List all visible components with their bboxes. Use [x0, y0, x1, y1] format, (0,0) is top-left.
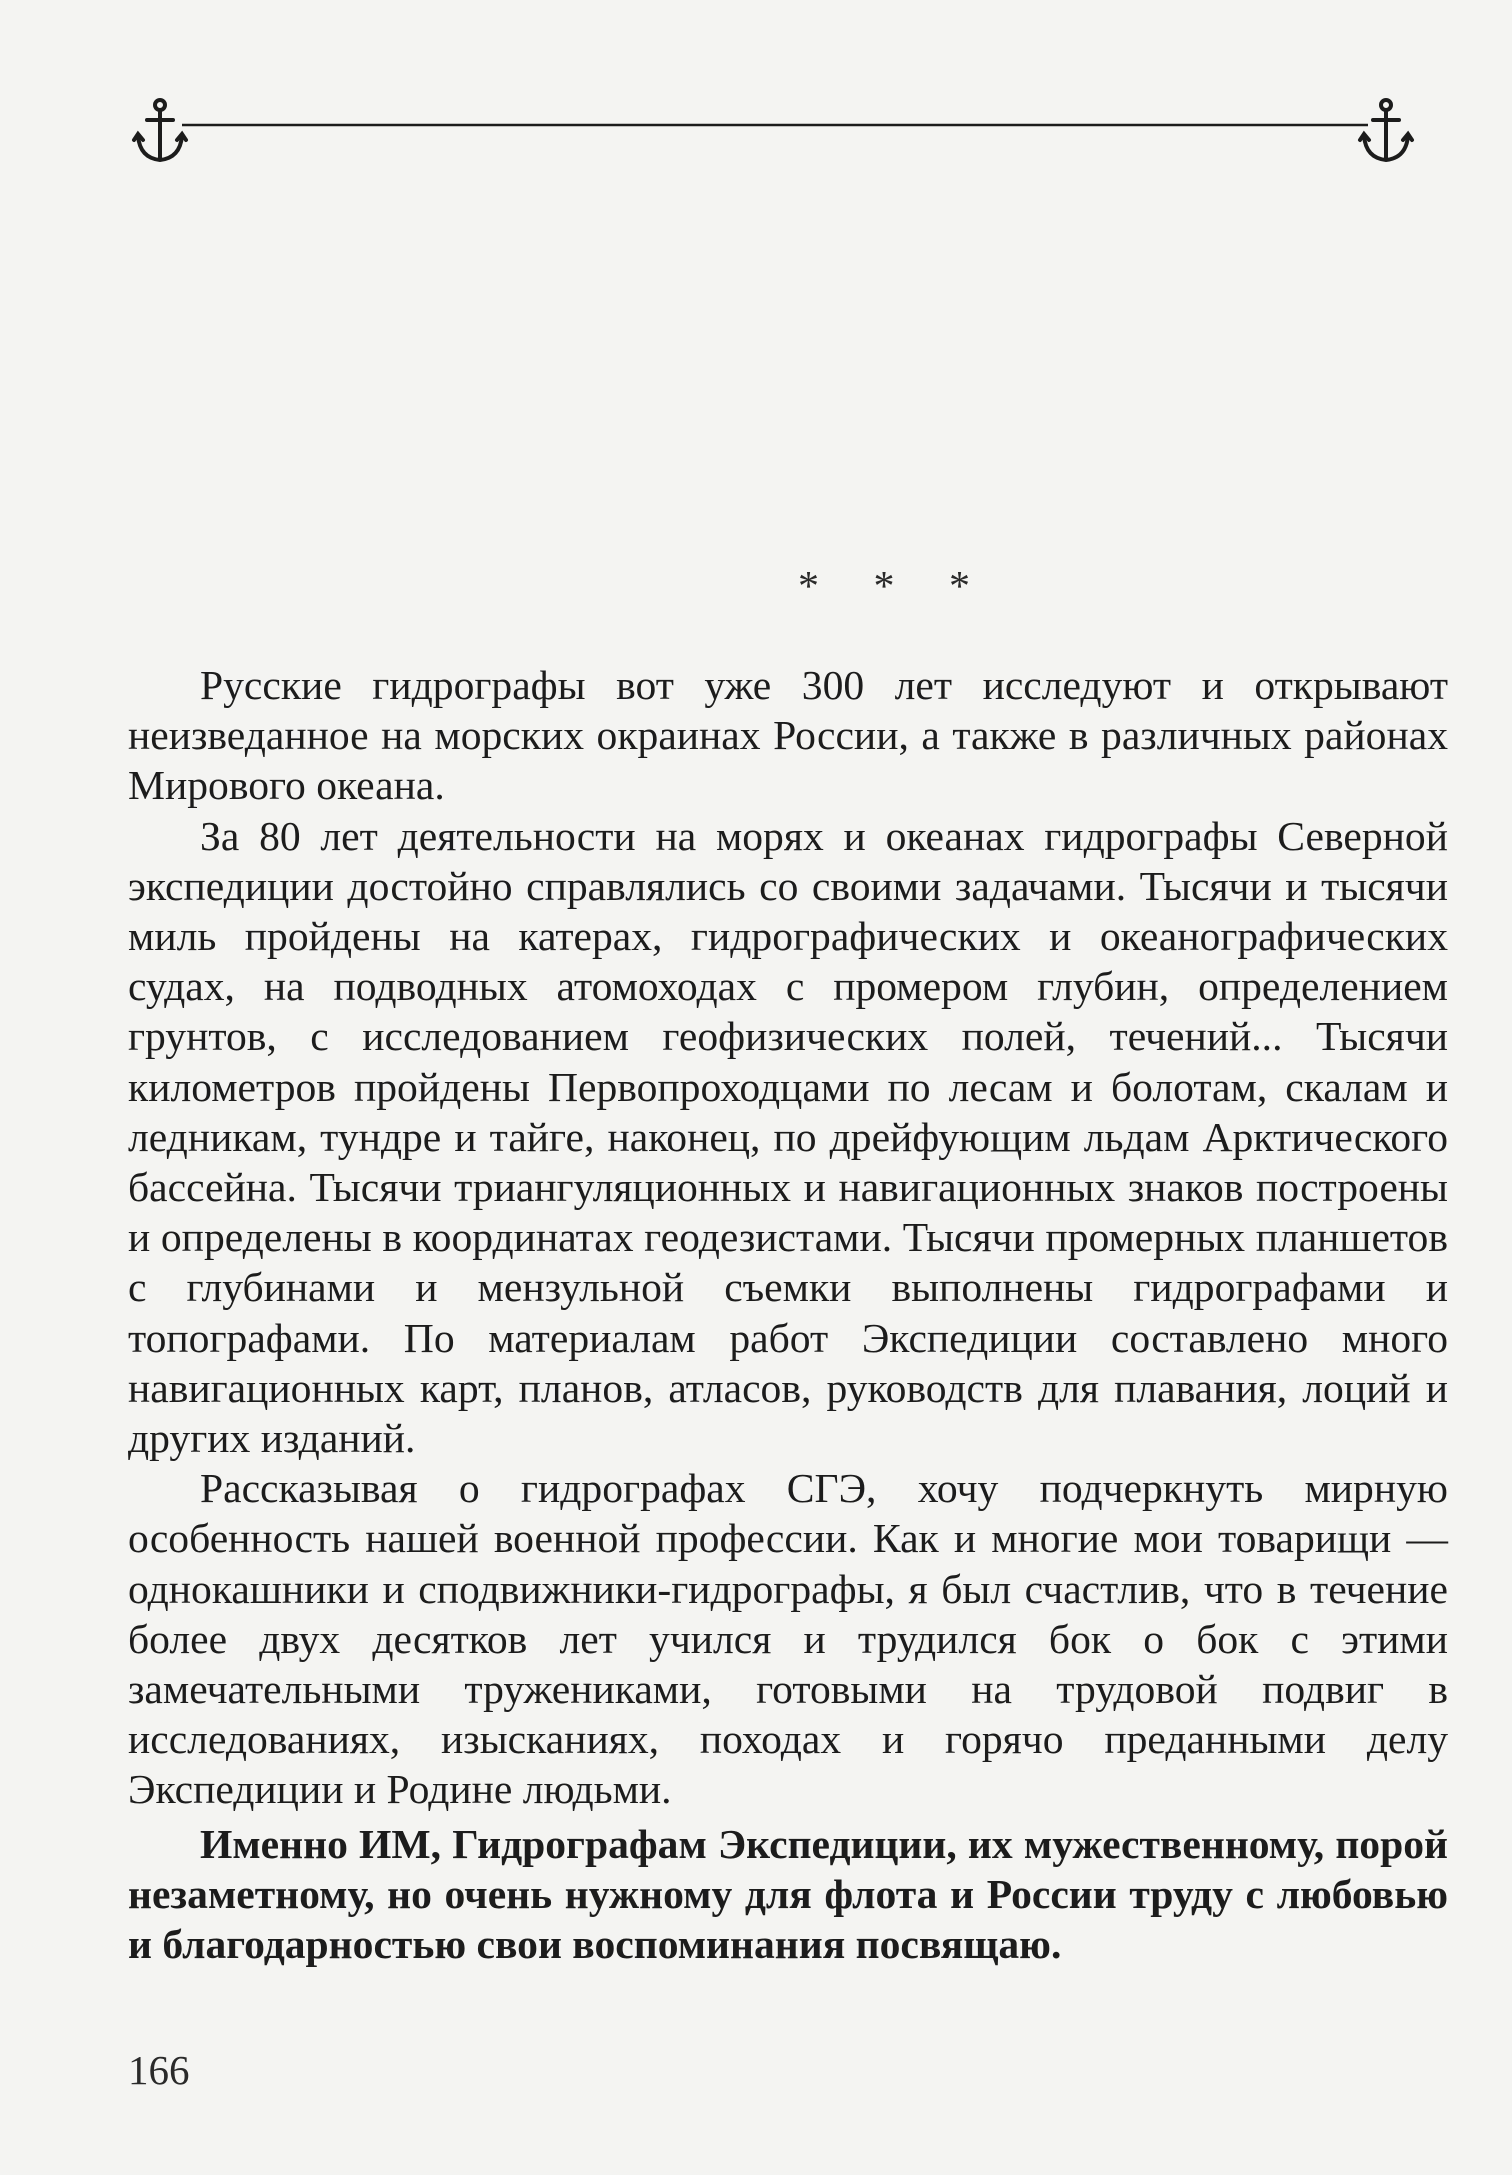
anchor-header-rule [130, 96, 1430, 186]
section-separator: * * * [798, 564, 992, 610]
paragraph-3: Рассказывая о гидрографах СГЭ, хочу подчеркнуть мирную особенность нашей военной профессии. Как и многие мои товарищи — однокашники и сподвижники-гидрографы, я был счастлив, что в течение более двух десятков лет учился и трудился бок о бок с этими замечательными тружениками, готовыми на трудовой подвиг в исследованиях, изысканиях, походах и горячо преданными делу Экспедиции и Родине людьми. [128, 1465, 1448, 1813]
dedication-paragraph: Именно ИМ, Гидрографам Экспедиции, их мужественному, порой незаметному, но очень нужному для флота и России труду с любовью и благодарностью свои воспоминания посвящаю. [128, 1820, 1448, 1968]
body-text [128, 660, 1448, 1969]
page-number: 166 [128, 2047, 190, 2093]
left-anchor-icon [134, 100, 186, 160]
paragraph-2: За 80 лет деятельности на морях и океанах гидрографы Северной экспедиции достойно справлялись со своими задачами. Тысячи и тысячи миль пройдены на катерах, гидрографических и океанографических судах, на подводных атомоходах с промером глубин, определением грунтов, с исследованием геофизических полей, течений... Тысячи километров пройдены Первопроходцами по лесам и болотам, скалам и ледникам, тундре и тайге, наконец, по дрейфующим льдам Арктического бассейна. Тысячи триангуляционных и навигационных знаков построены и определены в координатах геодезистами. Тысячи промерных планшетов с глубинами и мензульной съемки выполнены гидрографами и топографами. По материалам работ Экспедиции составлено много навигационных карт, планов, атласов, руководств для плавания, лоций и других изданий. [128, 812, 1448, 1462]
right-anchor-icon [1360, 100, 1412, 160]
paragraph-1: Русские гидрографы вот уже 300 лет исследуют и открывают неизведанное на морских окраинах России, а также в различных районах Мирового океана. [128, 662, 1448, 809]
